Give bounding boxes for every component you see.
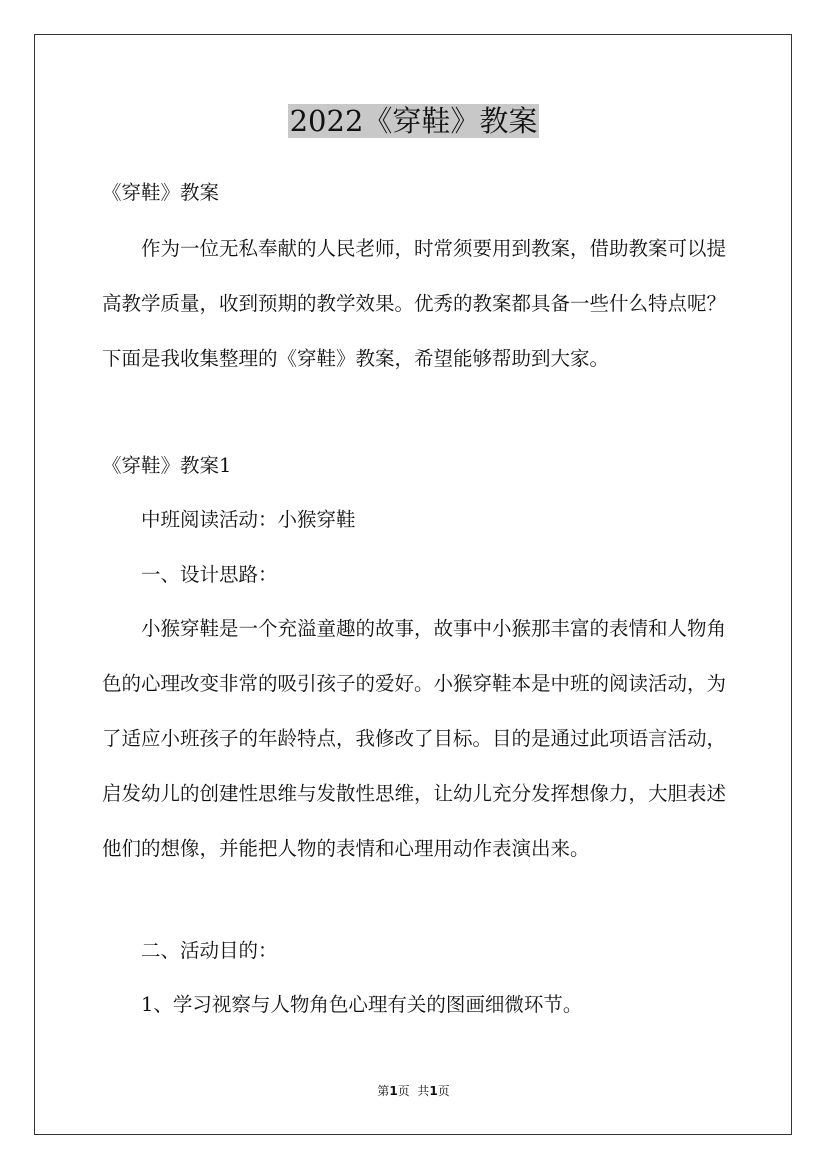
footer-label-mid: 页 共 [397, 1084, 430, 1098]
design-heading: 一、设计思路： [141, 563, 278, 586]
activity-name: 中班阅读活动：小猴穿鞋 [141, 508, 356, 531]
document-title [0, 101, 827, 141]
intro-paragraph: 作为一位无私奉献的人民老师，时常须要用到教案，借助教案可以提高教学质量，收到预期的教学效果。优秀的教案都具备一些什么特点呢？下面是我收集整理的《穿鞋》教案，希望能够帮助到大家。 [102, 237, 727, 370]
goal-item-1: 1、学习视察与人物角色心理有关的图画细微环节。 [141, 993, 583, 1016]
page-footer [0, 1083, 827, 1099]
footer-label-pre: 第 [377, 1084, 390, 1098]
design-paragraph: 小猴穿鞋是一个充溢童趣的故事，故事中小猴那丰富的表情和人物角色的心理改变非常的吸引孩子的爱好。小猴穿鞋本是中班的阅读活动，为了适应小班孩子的年龄特点，我修改了目标。目的是通过此项语言活动，启发幼儿的创建性思维与发散性思维，让幼儿充分发挥想像力，大胆表述他们的想像，并能把人物的表情和心理用动作表演出来。 [102, 617, 727, 860]
section-heading: 《穿鞋》教案1 [102, 454, 232, 477]
document-subtitle: 《穿鞋》教案 [102, 181, 220, 204]
document-title-text: 2022《穿鞋》教案 [289, 104, 538, 138]
footer-page-current: 1 [389, 1084, 398, 1098]
footer-page-total: 1 [429, 1084, 438, 1098]
footer-label-post: 页 [437, 1084, 450, 1098]
goal-heading: 二、活动目的： [141, 939, 278, 962]
